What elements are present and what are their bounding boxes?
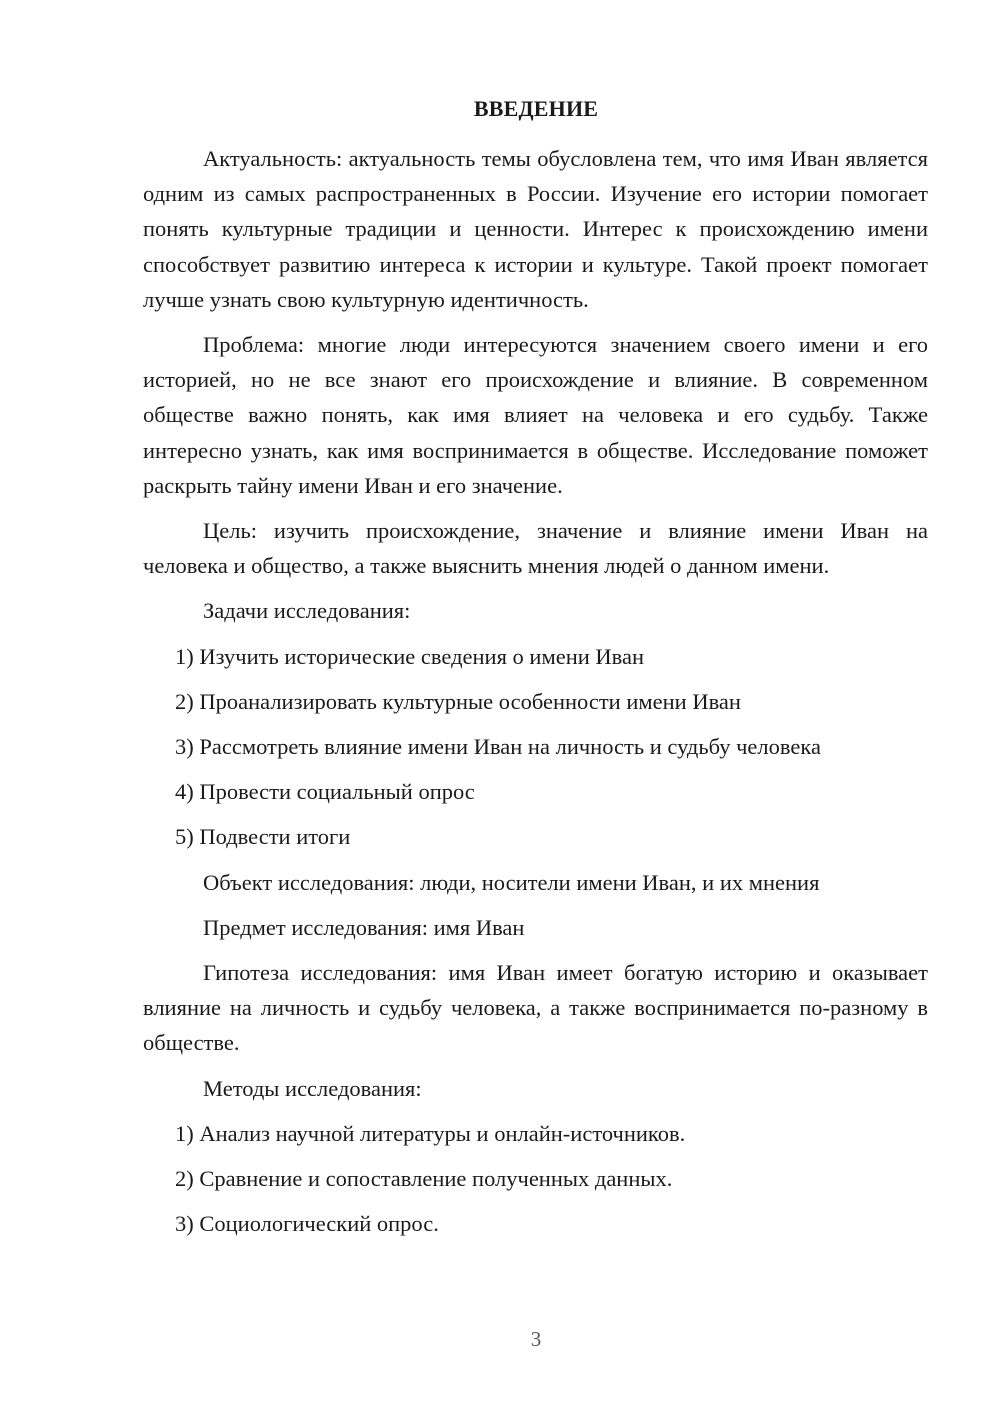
document-body	[143, 141, 928, 1251]
list-item: 2) Проанализировать культурные особенности имени Иван	[175, 688, 741, 714]
list-item: 4) Провести социальный опрос	[175, 779, 475, 805]
methods-heading: Методы исследования:	[203, 1075, 422, 1101]
goal-paragraph: Цель: изучить происхождение, значение и влияние имени Иван на человека и общество, а также выяснить мнения людей о данном имени.	[143, 518, 928, 579]
page-title: ВВЕДЕНИЕ	[473, 96, 599, 121]
list-item: 5) Подвести итоги	[175, 824, 351, 850]
list-item: 1) Изучить исторические сведения о имени Иван	[175, 643, 645, 669]
relevance-paragraph: Актуальность: актуальность темы обусловлена тем, что имя Иван является одним из самых распространенных в России. Изучение его истории помогает понять культурные традиции и ценности. Интерес к происхождению имени способствует развитию интереса к истории и культуре. Такой проект помогает лучше узнать свою культурную идентичность.	[143, 146, 928, 312]
list-item: 3) Рассмотреть влияние имени Иван на личность и судьбу человека	[175, 734, 821, 760]
tasks-heading: Задачи исследования:	[203, 598, 411, 624]
list-item: 1) Анализ научной литературы и онлайн-источников.	[175, 1120, 686, 1146]
object-paragraph: Объект исследования: люди, носители имени Иван, и их мнения	[203, 869, 820, 895]
methods-list	[143, 1116, 928, 1242]
list-item: 2) Сравнение и сопоставление полученных данных.	[175, 1166, 673, 1192]
list-item: 3) Социологический опрос.	[175, 1211, 439, 1237]
page-number: 3	[530, 1327, 542, 1351]
problem-paragraph: Проблема: многие люди интересуются значением своего имени и его историей, но не все знают его происхождение и влияние. В современном обществе важно понять, как имя влияет на человека и его судьбу. Также интересно узнать, как имя воспринимается в обществе. Исследование поможет раскрыть тайну имени Иван и его значение.	[143, 332, 928, 498]
hypothesis-paragraph: Гипотеза исследования: имя Иван имеет богатую историю и оказывает влияние на личность и судьбу человека, а также воспринимается по-разному в обществе.	[143, 960, 928, 1056]
subject-paragraph: Предмет исследования: имя Иван	[203, 914, 525, 940]
tasks-list	[143, 639, 928, 855]
